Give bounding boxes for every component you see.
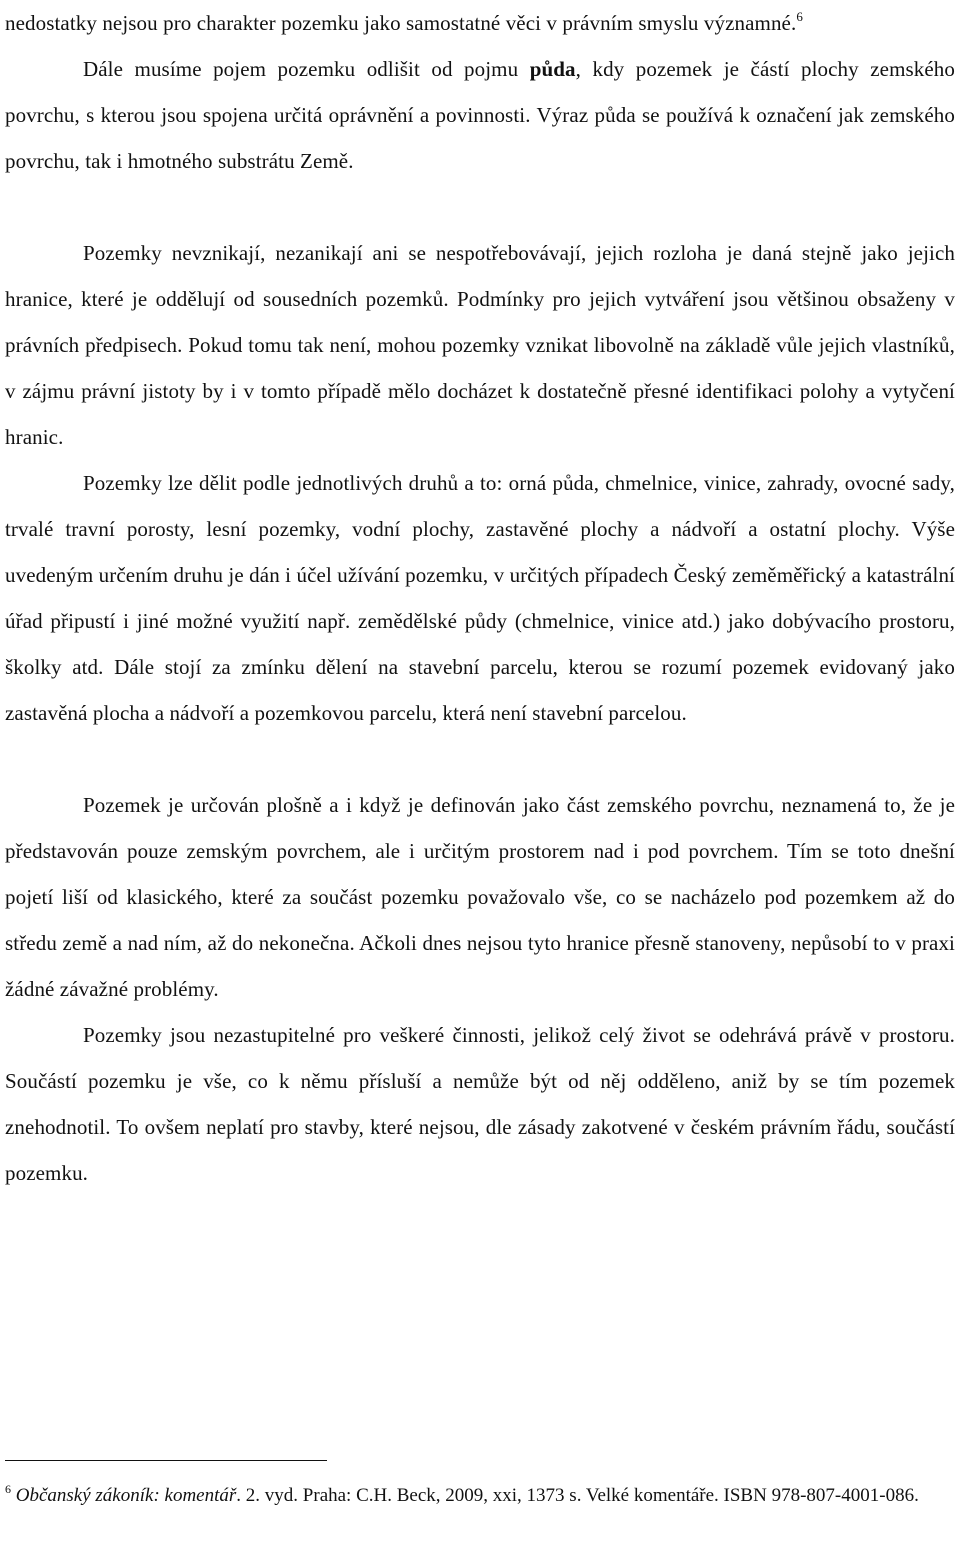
document-page (5, 0, 956, 1506)
paragraph-text: Dále musíme pojem pozemku odlišit od pojmu (83, 57, 530, 81)
footnote-reference[interactable]: 6 (796, 9, 803, 24)
footnote-number: 6 (5, 1482, 11, 1496)
paragraph-text: nedostatky nejsou pro charakter pozemku jako samostatné věci v právním smyslu významné. (5, 11, 797, 35)
bold-term: půda (529, 57, 576, 81)
footnote-divider (5, 1460, 327, 1461)
paragraph-continuation (5, 0, 955, 46)
paragraph-vznik-pozemku: Pozemky nevznikají, nezanikají ani se nespotřebovávají, jejich rozloha je daná stejně jako jejich hranice, které je oddělují od sousedních pozemků. Podmínky pro jejich vytváření jsou většinou obsaženy v právních předpisech. Pokud tomu tak není, mohou pozemky vznikat libovolně na základě vůle jejich vlastníků, v zájmu právní jistoty by i v tomto případě mělo docházet k dostatečně přesné identifikaci polohy a vytyčení hranic. (5, 241, 955, 449)
paragraph-soucasti-pozemku: Pozemky jsou nezastupitelné pro veškeré činnosti, jelikož celý život se odehrává právě v prostoru. Součástí pozemku je vše, co k němu přísluší a nemůže být od něj odděleno, aniž by se tím pozemek znehodnotil. To ovšem neplatí pro stavby, které nejsou, dle zásady zakotvené v českém právním řádu, součástí pozemku. (5, 1023, 955, 1185)
paragraph-text: , kdy pozemek je částí plochy zemského povrchu, s kterou jsou spojena určitá oprávnění a povinnosti. Výraz půda se používá k označení jak zemského povrchu, tak i hmotného substrátu Země. (5, 57, 956, 173)
paragraph-puda (5, 46, 955, 184)
footnote-title: Občanský zákoník: komentář (15, 1485, 237, 1506)
footnote-text: . 2. vyd. Praha: C.H. Beck, 2009, xxi, 1373 s. Velké komentáře. ISBN 978-807-4001-086. (236, 1485, 919, 1506)
footnote (5, 1476, 960, 1516)
paragraph-urceni-pozemku: Pozemek je určován plošně a i když je definován jako část zemského povrchu, neznamená to, že je představován pouze zemským povrchem, ale i určitým prostorem nad i pod povrchem. Tím se toto dnešní pojetí liší od klasického, které za součást pozemku považovalo vše, co se nacházelo pod pozemkem až do středu země a nad ním, až do nekonečna. Ačkoli dnes nejsou tyto hranice přesně stanoveny, nepůsobí to v praxi žádné závažné problémy. (5, 793, 955, 1001)
paragraph-druhy-pozemku: Pozemky lze dělit podle jednotlivých druhů a to: orná půda, chmelnice, vinice, zahrady, ovocné sady, trvalé travní porosty, lesní pozemky, vodní plochy, zastavěné plochy a nádvoří a ostatní plochy. Výše uvedeným určením druhu je dán i účel užívání pozemku, v určitých případech Český zeměměřický a katastrální úřad připustí i jiné možné využití např. zemědělské půdy (chmelnice, vinice atd.) jako dobývacího prostoru, školky atd. Dále stojí za zmínku dělení na stavební parcelu, kterou se rozumí pozemek evidovaný jako zastavěná plocha a nádvoří a pozemkovou parcelu, která není stavební parcelou. (5, 471, 955, 725)
